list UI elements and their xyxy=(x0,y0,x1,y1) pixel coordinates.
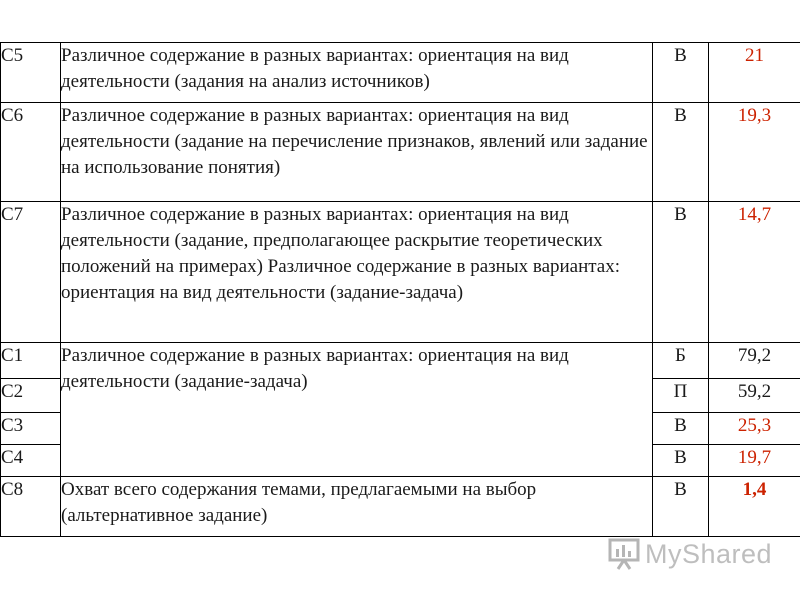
completion-value: 1,4 xyxy=(709,477,800,537)
table-row xyxy=(1,343,800,379)
difficulty-level: В xyxy=(653,202,709,343)
completion-value: 19,7 xyxy=(709,445,800,477)
task-description: Охват всего содержания темами, предлагаемыми на выбор (альтернативное задание) xyxy=(61,477,653,537)
myshared-watermark xyxy=(607,537,772,571)
task-description: Различное содержание в разных вариантах: ориентация на вид деятельности (задание, предполагающее раскрытие теоретических положений на примерах) Различное содержание в разных вариантах: ориентация на вид деятельности (задание-задача) xyxy=(61,202,653,343)
completion-value: 25,3 xyxy=(709,413,800,445)
task-code: С6 xyxy=(1,103,61,202)
task-code: С3 xyxy=(1,413,61,445)
presentation-board-icon xyxy=(607,537,641,571)
completion-value: 19,3 xyxy=(709,103,800,202)
difficulty-level: В xyxy=(653,43,709,103)
task-description: Различное содержание в разных вариантах: ориентация на вид деятельности (задание-задача) xyxy=(61,343,653,477)
completion-value: 14,7 xyxy=(709,202,800,343)
task-code: С4 xyxy=(1,445,61,477)
task-code: С8 xyxy=(1,477,61,537)
completion-value: 79,2 xyxy=(709,343,800,379)
table-row xyxy=(1,43,800,103)
results-table xyxy=(0,42,800,537)
task-code: С5 xyxy=(1,43,61,103)
table-row xyxy=(1,202,800,343)
task-description: Различное содержание в разных вариантах: ориентация на вид деятельности (задание на перечисление признаков, явлений или задание на использование понятия) xyxy=(61,103,653,202)
task-description: Различное содержание в разных вариантах: ориентация на вид деятельности (задания на анализ источников) xyxy=(61,43,653,103)
difficulty-level: В xyxy=(653,103,709,202)
task-code: С1 xyxy=(1,343,61,379)
difficulty-level: П xyxy=(653,379,709,413)
completion-value: 59,2 xyxy=(709,379,800,413)
completion-value: 21 xyxy=(709,43,800,103)
watermark-text: MyShared xyxy=(645,538,773,569)
table-row xyxy=(1,477,800,537)
difficulty-level: В xyxy=(653,445,709,477)
difficulty-level: Б xyxy=(653,343,709,379)
task-code: С7 xyxy=(1,202,61,343)
difficulty-level: В xyxy=(653,413,709,445)
difficulty-level: В xyxy=(653,477,709,537)
task-code: С2 xyxy=(1,379,61,413)
table-row xyxy=(1,103,800,202)
